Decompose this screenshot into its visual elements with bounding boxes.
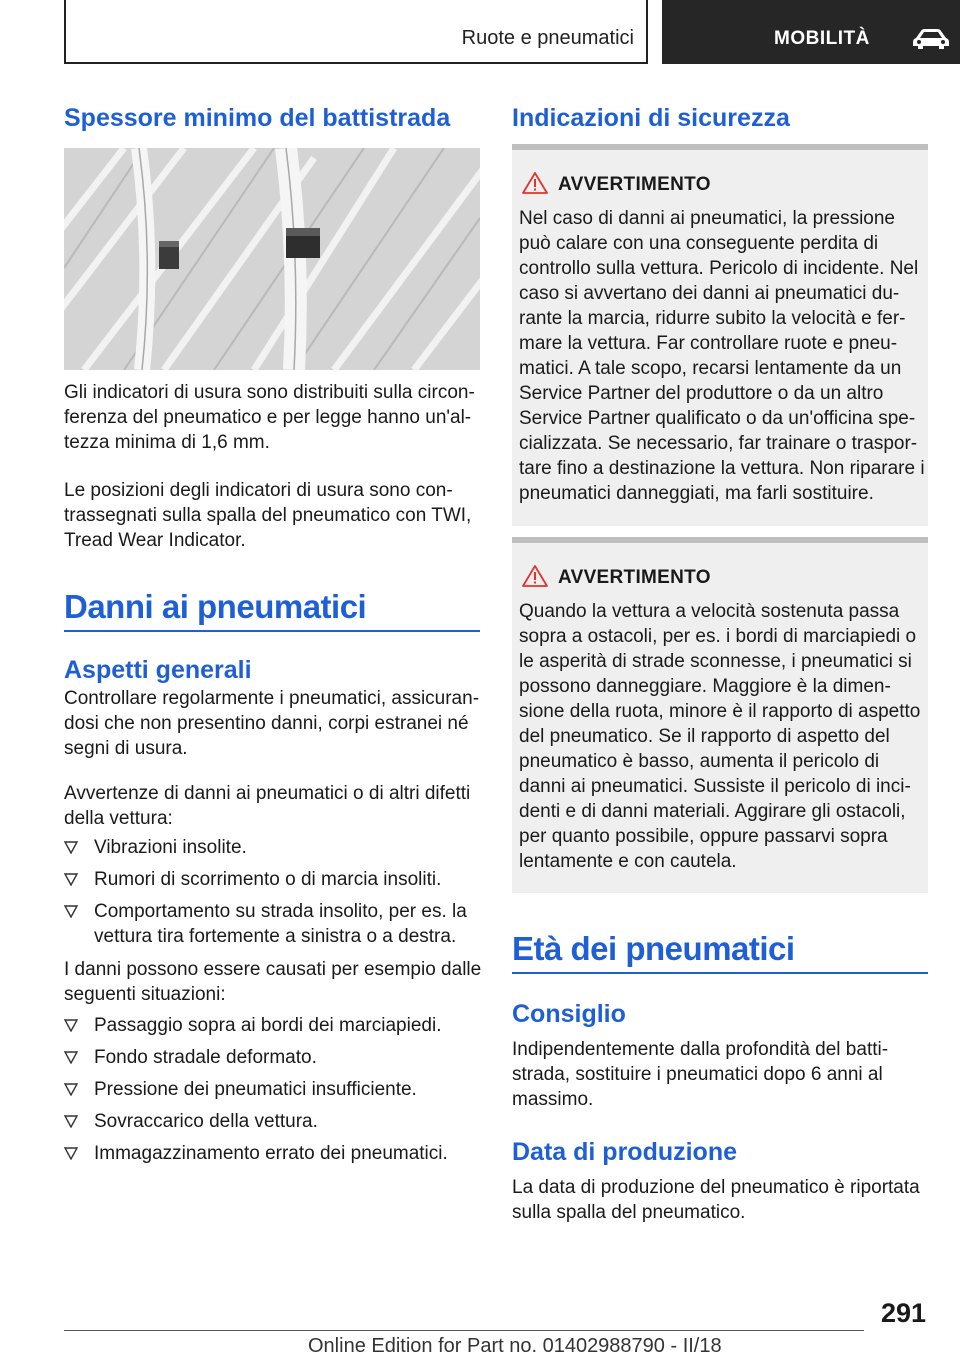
text-line: Avvertenze di danni ai pneumatici o di altri difetti: [64, 783, 471, 804]
list-item-text: [94, 899, 484, 949]
list-item-text: Vibrazioni insolite.: [94, 837, 247, 858]
text-line: tare fino a destinazione la vettura. Non riparare i: [519, 458, 925, 479]
warning-title: AVVERTIMENTO: [558, 567, 711, 588]
triangle-bullet-icon: [64, 1146, 78, 1160]
text-line: ferenza del pneumatico e per legge hanno un'al-: [64, 407, 472, 428]
list-item-text: Sovraccarico della vettura.: [94, 1111, 318, 1132]
text-line: mare la vettura. Far controllare ruote e pneu-: [519, 333, 898, 354]
text-line: Tread Wear Indicator.: [64, 530, 246, 551]
text-line: Service Partner qualificato o da un'officina spe-: [519, 408, 916, 429]
text-line: Gli indicatori di usura sono distribuiti sulla circon-: [64, 382, 475, 403]
general-paragraph-2: [64, 781, 484, 831]
triangle-bullet-icon: [64, 1114, 78, 1128]
car-icon: [912, 28, 950, 50]
tread-wear-indicator-illustration: [64, 148, 480, 370]
warning-triangle-icon: [522, 565, 548, 587]
warning-text: [519, 206, 925, 506]
tread-paragraph-2: [64, 478, 484, 553]
safety-heading: Indicazioni di sicurezza: [512, 104, 790, 132]
text-line: pneumatico è basso, aumenta il pericolo di: [519, 751, 880, 772]
text-line: può calare con una conseguente perdita di: [519, 233, 879, 254]
list-item-text: Fondo stradale deformato.: [94, 1047, 317, 1068]
warning-box-2: [512, 537, 928, 893]
header-chapter-tab: [662, 0, 960, 64]
triangle-bullet-icon: [64, 1050, 78, 1064]
warning-box-1: [512, 144, 928, 526]
text-line: segni di usura.: [64, 738, 188, 759]
list-item-text: Pressione dei pneumatici insufficiente.: [94, 1079, 417, 1100]
causes-intro: [64, 957, 484, 1007]
text-line: della vettura:: [64, 808, 173, 829]
text-line: vettura tira fortemente a sinistra o a destra.: [94, 926, 457, 947]
tire-age-heading: Età dei pneumatici: [512, 930, 795, 967]
text-line: le asperità di strade sconnesse, i pneumatici si: [519, 651, 912, 672]
list-item-text: Rumori di scorrimento o di marcia insoliti.: [94, 869, 442, 890]
header-section-tab: [64, 0, 648, 64]
text-line: per quanto possibile, oppure passarvi sopra: [519, 826, 888, 847]
production-date-heading: Data di produzione: [512, 1138, 737, 1166]
text-line: tezza minima di 1,6 mm.: [64, 432, 270, 453]
warning-text: [519, 599, 925, 874]
text-line: cializzata. Se necessario, far trainare o traspor-: [519, 433, 918, 454]
text-line: seguenti situazioni:: [64, 984, 226, 1005]
triangle-bullet-icon: [64, 840, 78, 854]
list-item-text: Passaggio sopra ai bordi dei marciapiedi.: [94, 1015, 442, 1036]
footer-edition: Online Edition for Part no. 01402988790 - II/18: [308, 1335, 722, 1357]
text-line: Nel caso di danni ai pneumatici, la pressione: [519, 208, 895, 229]
text-line: dosi che non presentino danni, corpi estranei né: [64, 713, 469, 734]
triangle-bullet-icon: [64, 1082, 78, 1096]
warning-title: AVVERTIMENTO: [558, 174, 711, 195]
list-item-text: Immagazzinamento errato dei pneumatici.: [94, 1143, 448, 1164]
text-line: Controllare regolarmente i pneumatici, assicuran-: [64, 688, 480, 709]
text-line: possono danneggiare. Maggiore è la dimen-: [519, 676, 891, 697]
tread-depth-heading: Spessore minimo del battistrada: [64, 104, 451, 132]
heading-rule: [512, 972, 928, 974]
triangle-bullet-icon: [64, 1018, 78, 1032]
triangle-bullet-icon: [64, 904, 78, 918]
header-chapter-label: MOBILITÀ: [774, 28, 870, 49]
text-line: denti e di danni materiali. Aggirare gli ostacoli,: [519, 801, 906, 822]
text-line: Le posizioni degli indicatori di usura sono con-: [64, 480, 453, 501]
warning-triangle-icon: [522, 172, 548, 194]
text-line: matici. A tale scopo, recarsi lentamente da un: [519, 358, 902, 379]
text-line: sopra a ostacoli, per es. i bordi di marciapiedi o: [519, 626, 917, 647]
production-paragraph: [512, 1175, 932, 1225]
general-paragraph-1: [64, 686, 484, 761]
text-line: massimo.: [512, 1089, 594, 1110]
general-aspects-heading: Aspetti generali: [64, 656, 252, 684]
text-line: caso si avvertano dei danni ai pneumatici du-: [519, 283, 900, 304]
text-line: lentamente e con cautela.: [519, 851, 737, 872]
text-line: del pneumatico. Se il rapporto di aspetto del: [519, 726, 890, 747]
text-line: I danni possono essere causati per esempio dalle: [64, 959, 482, 980]
page-number: 291: [880, 1298, 926, 1328]
tire-damage-heading: Danni ai pneumatici: [64, 588, 367, 625]
text-line: Indipendentemente dalla profondità del batti-: [512, 1039, 889, 1060]
text-line: sione della ruota, minore è il rapporto di aspetto: [519, 701, 921, 722]
heading-rule: [64, 630, 480, 632]
tread-paragraph-1: [64, 380, 484, 455]
triangle-bullet-icon: [64, 872, 78, 886]
text-line: sulla spalla del pneumatico.: [512, 1202, 746, 1223]
text-line: trassegnati sulla spalla del pneumatico con TWI,: [64, 505, 472, 526]
text-line: Service Partner del produttore o da un altro: [519, 383, 884, 404]
text-line: Quando la vettura a velocità sostenuta passa: [519, 601, 900, 622]
text-line: rante la marcia, ridurre subito la velocità e fer-: [519, 308, 906, 329]
header-section-label: Ruote e pneumatici: [461, 27, 634, 49]
advice-paragraph: [512, 1037, 932, 1112]
text-line: La data di produzione del pneumatico è riportata: [512, 1177, 920, 1198]
footer-rule: [64, 1330, 864, 1331]
text-line: danni ai pneumatici. Sussiste il pericolo di inci-: [519, 776, 911, 797]
text-line: controllo sulla vettura. Pericolo di incidente. Nel: [519, 258, 919, 279]
text-line: Comportamento su strada insolito, per es. la: [94, 901, 467, 922]
advice-heading: Consiglio: [512, 1000, 626, 1028]
text-line: strada, sostituire i pneumatici dopo 6 anni al: [512, 1064, 883, 1085]
text-line: pneumatici danneggiati, ma farli sostituire.: [519, 483, 874, 504]
